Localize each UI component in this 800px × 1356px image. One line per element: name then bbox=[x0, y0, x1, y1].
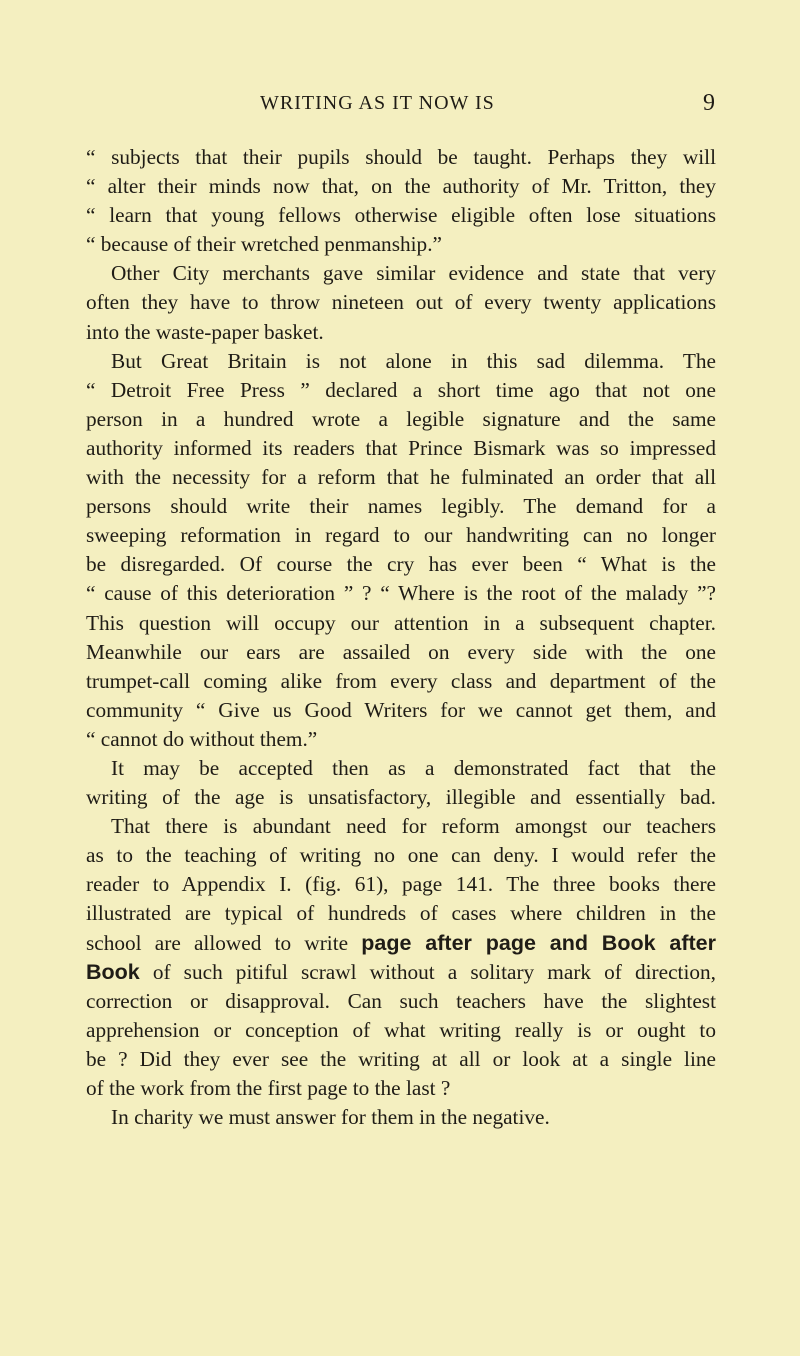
text-line: Meanwhile our ears are assailed on every side with the one bbox=[86, 639, 716, 664]
text-line: It may be accepted then as a demonstrated fact that the bbox=[111, 755, 716, 780]
text-line: Other City merchants gave similar evidence and state that very bbox=[111, 261, 716, 286]
text-line-mixed bbox=[86, 929, 716, 958]
emphasis-text: Book bbox=[86, 959, 140, 984]
text-line: correction or disapproval. Can such teachers have the slightest bbox=[86, 988, 716, 1013]
text-line: “ learn that young fellows otherwise eligible often lose situations bbox=[86, 203, 716, 228]
text-line: “ Detroit Free Press ” declared a short time ago that not one bbox=[86, 377, 716, 402]
text-line: This question will occupy our attention in a subsequent chapter. bbox=[86, 610, 716, 635]
text-line: But Great Britain is not alone in this sad dilemma. The bbox=[111, 348, 716, 373]
text-line: “ cannot do without them.” bbox=[86, 726, 318, 751]
emphasis-text: page after page and Book after bbox=[361, 930, 716, 955]
text-line: community “ Give us Good Writers for we cannot get them, and bbox=[86, 697, 716, 722]
text-line: of the work from the first page to the last ? bbox=[86, 1076, 451, 1100]
text-line: illustrated are typical of hundreds of cases where children in the bbox=[86, 901, 716, 926]
text-line: person in a hundred wrote a legible signature and the same bbox=[86, 406, 716, 431]
running-title: WRITING AS IT NOW IS bbox=[260, 92, 495, 114]
running-head bbox=[86, 92, 714, 122]
text-line-mixed bbox=[86, 958, 716, 987]
text-line: persons should write their names legibly. The demand for a bbox=[86, 494, 716, 519]
text-line: often they have to throw nineteen out of every twenty applications bbox=[86, 290, 716, 315]
text-line: “ cause of this deterioration ” ? “ Where is the root of the malady ”? bbox=[86, 581, 716, 606]
text-line: be disregarded. Of course the cry has ever been “ What is the bbox=[86, 552, 716, 577]
text-line: That there is abundant need for reform amongst our teachers bbox=[111, 814, 716, 839]
text-segment: of such pitiful scrawl without a solitary mark of direction, bbox=[152, 959, 716, 984]
text-line: trumpet-call coming alike from every class and department of the bbox=[86, 668, 716, 693]
text-line: In charity we must answer for them in the negative. bbox=[111, 1105, 550, 1130]
text-line: “ subjects that their pupils should be taught. Perhaps they will bbox=[86, 145, 716, 169]
text-line: reader to Appendix I. (fig. 61), page 141. The three books there bbox=[86, 872, 716, 897]
text-line: sweeping reformation in regard to our handwriting can no longer bbox=[86, 523, 716, 548]
body-text bbox=[86, 143, 716, 1132]
text-line: “ alter their minds now that, on the authority of Mr. Tritton, they bbox=[86, 174, 716, 199]
text-line: apprehension or conception of what writing really is or ought to bbox=[86, 1017, 716, 1042]
text-line: as to the teaching of writing no one can deny. I would refer the bbox=[86, 843, 716, 868]
text-line: authority informed its readers that Prince Bismark was so impressed bbox=[86, 435, 716, 460]
text-line: into the waste-paper basket. bbox=[86, 319, 324, 344]
text-segment: school are allowed to write bbox=[86, 930, 349, 955]
text-line: with the necessity for a reform that he fulminated an order that all bbox=[86, 465, 716, 490]
text-line: “ because of their wretched penmanship.” bbox=[86, 232, 442, 257]
text-line: writing of the age is unsatisfactory, illegible and essentially bad. bbox=[86, 785, 716, 810]
page-number: 9 bbox=[703, 90, 716, 116]
text-line: be ? Did they ever see the writing at all or look at a single line bbox=[86, 1046, 716, 1071]
